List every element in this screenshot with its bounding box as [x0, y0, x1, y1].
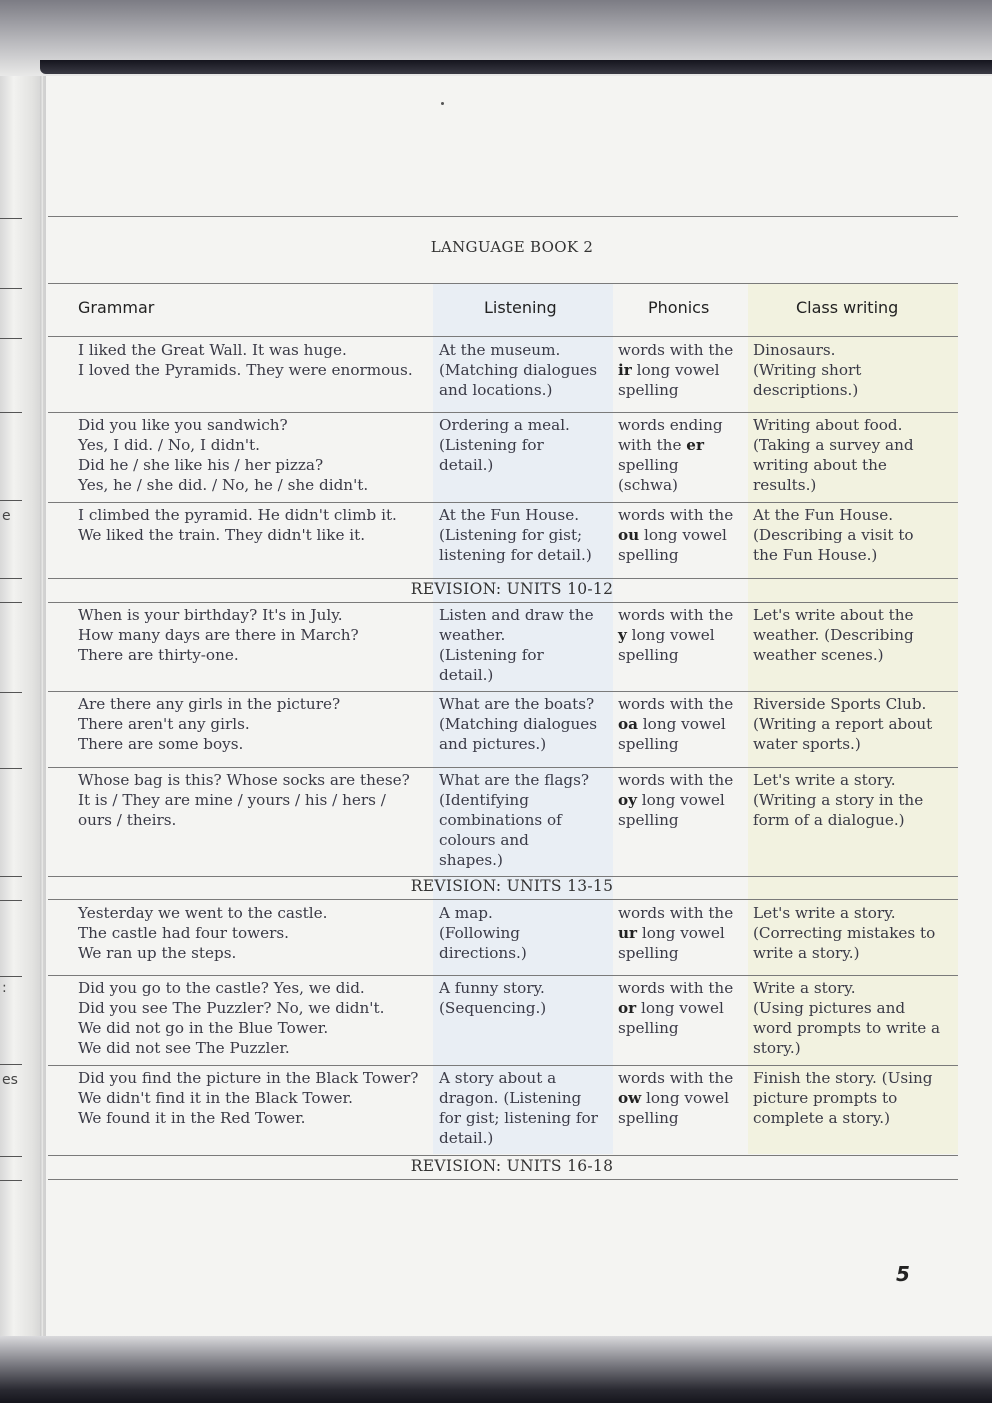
listening-cell: What are the flags? (Identifying combinations of colours and shapes.) [439, 771, 590, 869]
grammar-cell: Whose bag is this? Whose socks are these? It is / They are mine / yours / his / hers / ours / theirs. [78, 771, 410, 829]
grammar-cell: Did you go to the castle? Yes, we did. Did you see The Puzzler? No, we didn't. We did not go in the Blue Tower. We did not see The Puzzler. [78, 979, 385, 1057]
header-grammar: Grammar [78, 298, 155, 317]
phonics-text: words with the [618, 904, 734, 922]
class-writing-cell: Riverside Sports Club. (Writing a report about water sports.) [753, 695, 933, 753]
phonics-focus-sound: ur [618, 924, 638, 942]
listening-cell: At the museum. (Matching dialogues and locations.) [439, 341, 598, 399]
rule-line [48, 975, 958, 976]
grammar-cell: Did you like you sandwich? Yes, I did. / No, I didn't. Did he / she like his / her pizza? Yes, he / she did. / No, he / she didn't. [78, 416, 369, 494]
listening-cell: A map. (Following directions.) [439, 904, 527, 962]
rule-line [48, 336, 958, 337]
phonics-text: long vowel spelling [618, 526, 727, 564]
phonics-focus-sound: ir [618, 361, 632, 379]
grammar-cell: Did you find the picture in the Black Tower? We didn't find it in the Black Tower. We found it in the Red Tower. [78, 1069, 419, 1127]
edge-letter: e [2, 508, 11, 524]
class-writing-cell: Let's write a story. (Correcting mistakes to write a story.) [753, 904, 936, 962]
revision-heading: REVISION: UNITS 16-18 [410, 1157, 614, 1175]
edge-tick [0, 1180, 22, 1181]
rule-line [48, 767, 958, 768]
phonics-text: words with the [618, 979, 734, 997]
phonics-text: words with the [618, 695, 734, 713]
speck-mark [441, 102, 444, 105]
edge-tick [0, 692, 22, 693]
rule-line [48, 691, 958, 692]
phonics-text: long vowel spelling [618, 715, 726, 753]
phonics-focus-sound: or [618, 999, 637, 1017]
phonics-text: long vowel spelling [618, 626, 715, 664]
phonics-focus-sound: oy [618, 791, 637, 809]
edge-tick [0, 338, 22, 339]
listening-cell: Ordering a meal. (Listening for detail.) [439, 416, 570, 474]
phonics-cell [618, 903, 733, 963]
edge-letter: : [2, 980, 7, 996]
phonics-focus-sound: y [618, 626, 627, 644]
class-writing-cell: Dinosaurs. (Writing short descriptions.) [753, 341, 862, 399]
phonics-cell [618, 770, 733, 830]
edge-tick [0, 900, 22, 901]
phonics-text: words with the [618, 1069, 734, 1087]
phonics-text: words with the [618, 606, 734, 624]
phonics-cell [618, 605, 733, 665]
rule-line [48, 283, 958, 284]
edge-tick [0, 602, 22, 603]
phonics-cell [618, 415, 723, 495]
phonics-text: words with the [618, 341, 734, 359]
listening-cell: What are the boats? (Matching dialogues and pictures.) [439, 695, 598, 753]
rule-line [48, 1179, 958, 1180]
phonics-text: spelling (schwa) [618, 456, 679, 494]
phonics-cell [618, 340, 733, 400]
revision-heading: REVISION: UNITS 13-15 [410, 877, 614, 895]
class-writing-cell: Write a story. (Using pictures and word prompts to write a story.) [753, 979, 941, 1057]
header-phonics: Phonics [648, 298, 710, 317]
book-spine [40, 70, 43, 1336]
class-writing-cell: At the Fun House. (Describing a visit to the Fun House.) [753, 506, 914, 564]
phonics-focus-sound: oa [618, 715, 638, 733]
edge-tick [0, 218, 22, 219]
edge-tick [0, 1064, 22, 1065]
grammar-cell: I liked the Great Wall. It was huge. I loved the Pyramids. They were enormous. [78, 341, 413, 379]
listening-cell: Listen and draw the weather. (Listening for detail.) [439, 606, 594, 684]
header-class-writing: Class writing [796, 298, 899, 317]
phonics-text: words with the [618, 771, 734, 789]
top-binding-shadow [40, 60, 992, 74]
rule-line [48, 216, 958, 217]
class-writing-cell: Writing about food. (Taking a survey and writing about the results.) [753, 416, 914, 494]
phonics-text: words with the [618, 506, 734, 524]
edge-tick [0, 412, 22, 413]
edge-tick [0, 768, 22, 769]
listening-cell: A story about a dragon. (Listening for gist; listening for detail.) [439, 1069, 598, 1147]
phonics-cell [618, 978, 733, 1038]
edge-letter: es [2, 1072, 18, 1088]
phonics-text: long vowel spelling [618, 361, 720, 399]
listening-cell: At the Fun House. (Listening for gist; listening for detail.) [439, 506, 592, 564]
class-writing-cell: Let's write about the weather. (Describing weather scenes.) [753, 606, 914, 664]
grammar-cell: I climbed the pyramid. He didn't climb it. We liked the train. They didn't like it. [78, 506, 397, 544]
book-title: LANGUAGE BOOK 2 [430, 238, 594, 256]
class-writing-cell: Let's write a story. (Writing a story in the form of a dialogue.) [753, 771, 924, 829]
phonics-text: words ending with the [618, 416, 723, 454]
grammar-cell: Are there any girls in the picture? There aren't any girls. There are some boys. [78, 695, 341, 753]
phonics-text: long vowel spelling [618, 924, 725, 962]
rule-line [48, 412, 958, 413]
phonics-text: long vowel spelling [618, 999, 724, 1037]
phonics-text: long vowel spelling [618, 1089, 729, 1127]
edge-tick [0, 500, 22, 501]
phonics-focus-sound: ou [618, 526, 640, 544]
listening-cell: A funny story. (Sequencing.) [439, 979, 547, 1017]
bottom-scan-shadow [0, 1336, 992, 1403]
class-writing-cell: Finish the story. (Using picture prompts to complete a story.) [753, 1069, 933, 1127]
rule-line [48, 578, 958, 579]
grammar-cell: When is your birthday? It's in July. How many days are there in March? There are thirty-one. [78, 606, 359, 664]
header-listening: Listening [484, 298, 557, 317]
grammar-cell: Yesterday we went to the castle. The castle had four towers. We ran up the steps. [78, 904, 328, 962]
phonics-focus-sound: er [686, 436, 704, 454]
rule-line [48, 1065, 958, 1066]
edge-tick [0, 288, 22, 289]
rule-line [48, 1155, 958, 1156]
phonics-cell [618, 505, 733, 565]
rule-line [48, 602, 958, 603]
rule-line [48, 502, 958, 503]
page-number: 5 [896, 1262, 910, 1286]
edge-tick [0, 976, 22, 977]
rule-line [48, 899, 958, 900]
edge-tick [0, 578, 22, 579]
phonics-cell [618, 1068, 733, 1128]
revision-heading: REVISION: UNITS 10-12 [410, 580, 614, 598]
phonics-text: long vowel spelling [618, 791, 725, 829]
phonics-cell [618, 694, 733, 754]
phonics-focus-sound: ow [618, 1089, 642, 1107]
